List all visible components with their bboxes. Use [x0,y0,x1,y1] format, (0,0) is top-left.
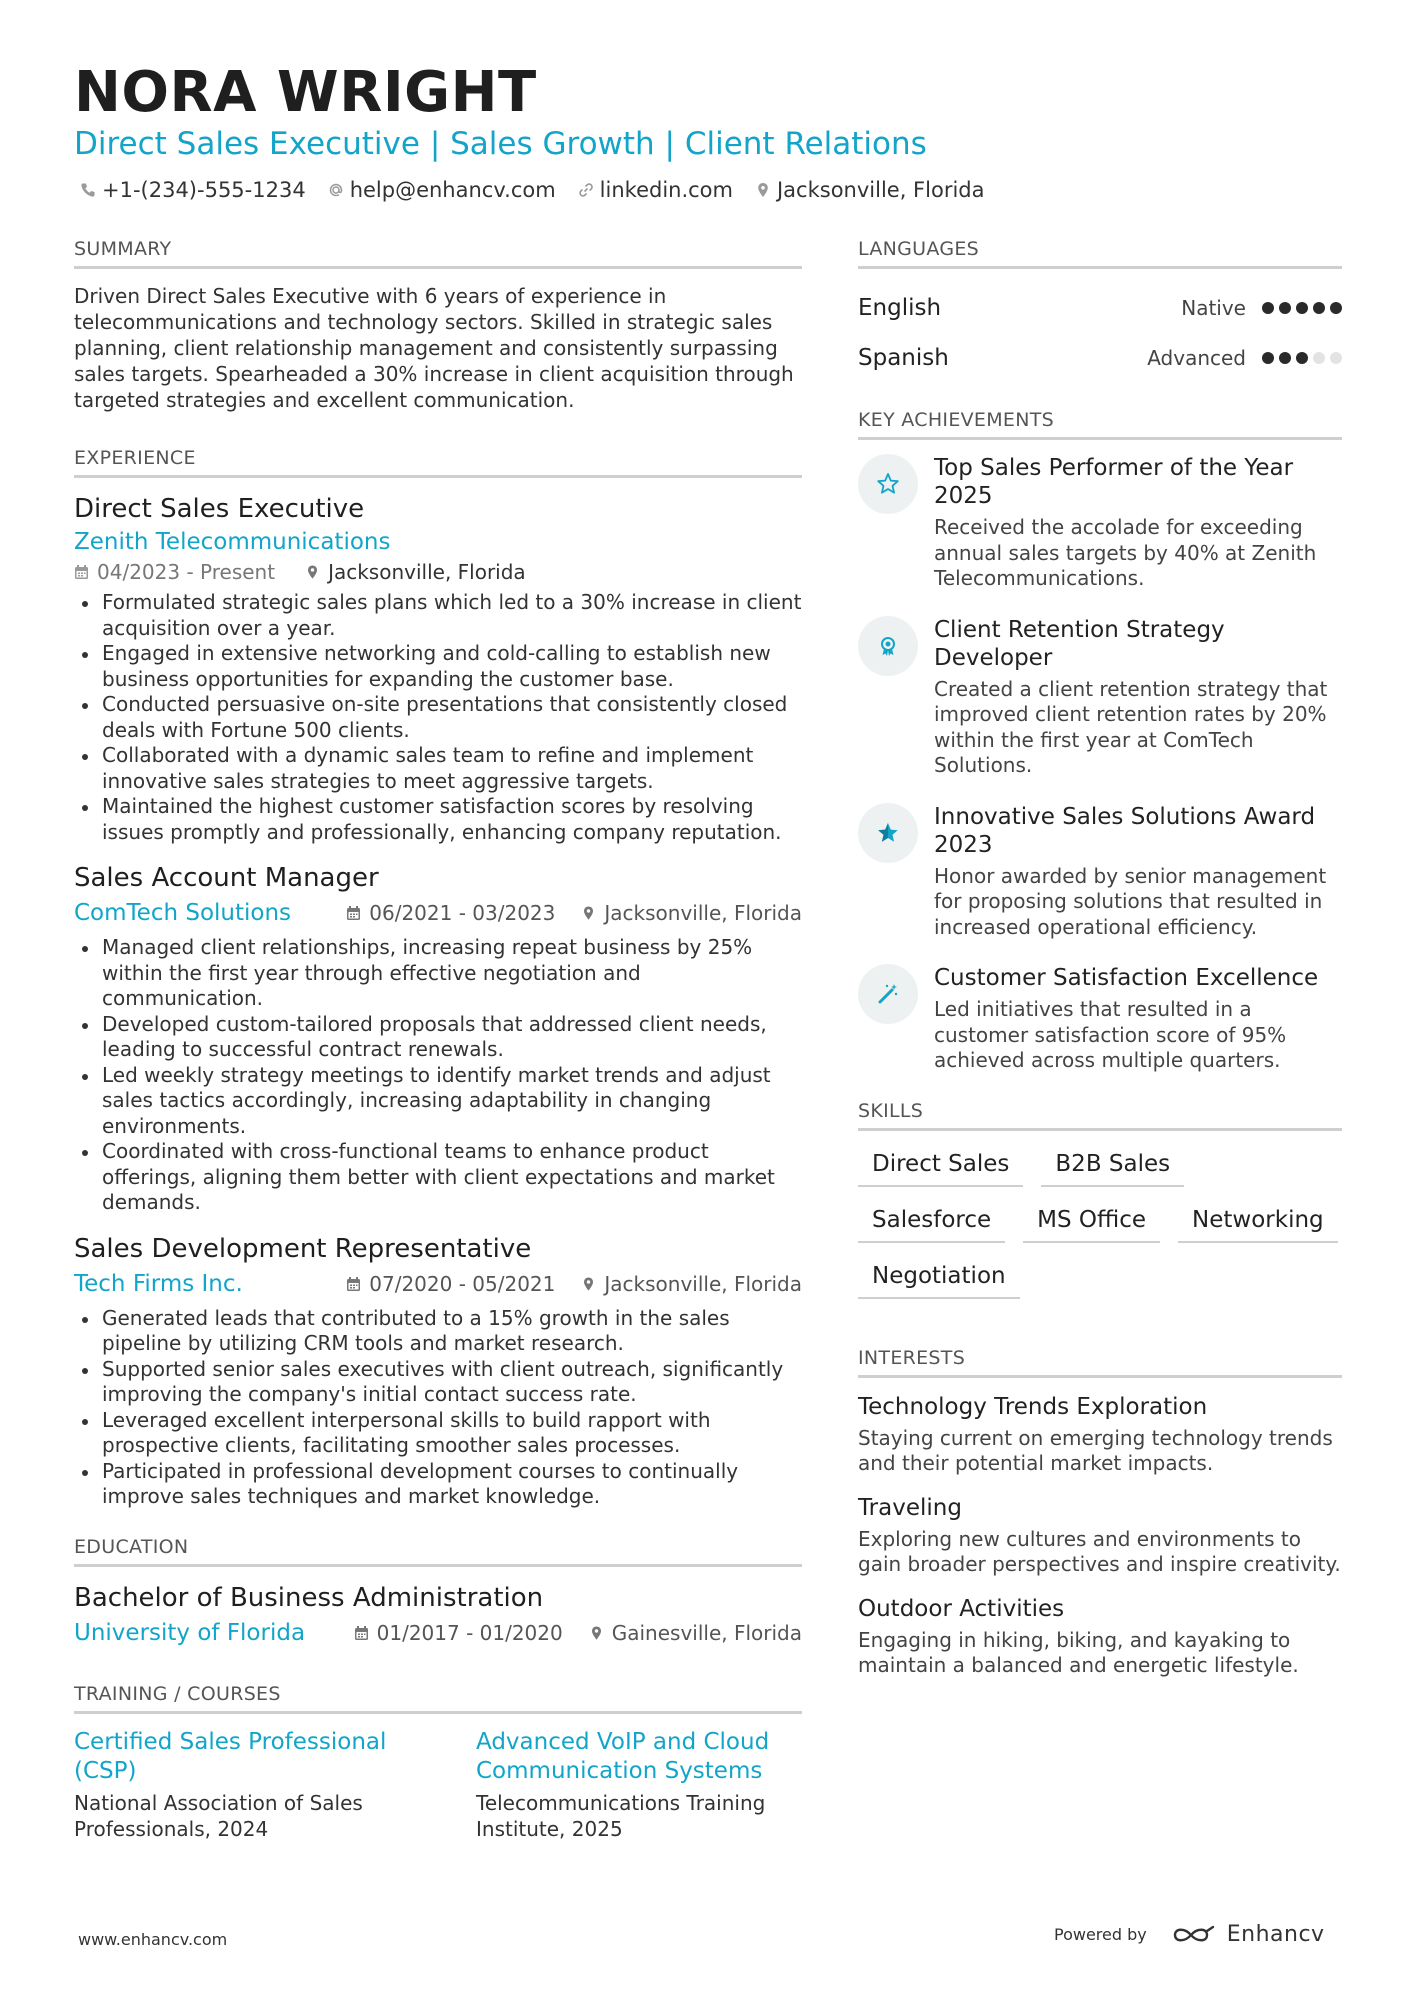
interest-item [858,1392,1342,1477]
brand-name: Enhancv [1226,1922,1325,1947]
achievement-item [858,454,1342,592]
star-badge-icon [875,820,901,846]
job-dates [346,1272,555,1296]
job-bullet: Managed client relationships, increasing repeat business by 25% within the first year through effective negotiation and communication. [74,935,802,1012]
course-list [74,1728,802,1842]
link-icon [578,182,594,198]
contact-email-text: help@enhancv.com [349,178,556,202]
interest-title: Technology Trends Exploration [858,1393,1208,1420]
job-meta [74,1268,802,1300]
summary-text: Driven Direct Sales Executive with 6 years of experience in telecommunications and technology sectors. Skilled in strategic sales planning, client relationship management and consistently surpassing sales targets. Spearheaded a 30% increase in client acquisition through targeted strategies and excellent communication. [74,284,794,412]
job-entry [74,861,802,1216]
location-icon [755,182,771,198]
achievement-item [858,964,1342,1074]
rating-dot-filled [1330,302,1342,314]
skill-tag: MS Office [1023,1201,1160,1243]
rating-dot-filled [1279,302,1291,314]
languages-heading: LANGUAGES [858,238,1342,269]
achievement-body [934,454,1342,592]
job-bullet: Maintained the highest customer satisfaction scores by resolving issues promptly and professionally, enhancing company reputation. [74,794,802,845]
language-item [858,333,1342,383]
contact-location [755,178,985,202]
achievement-body [934,803,1342,941]
at-icon [328,182,344,198]
candidate-headline: Direct Sales Executive | Sales Growth | Client Relations [74,126,927,162]
job-bullet: Engaged in extensive networking and cold-calling to establish new business opportunities for expanding the customer base. [74,641,802,692]
job-meta-right [346,1272,802,1296]
job-bullet: Formulated strategic sales plans which led to a 30% increase in client acquisition over a year. [74,590,802,641]
footer-branding [1054,1922,1325,1947]
candidate-name: NORA WRIGHT [74,60,537,125]
training-heading: TRAINING / COURSES [74,1683,802,1714]
location-icon [589,1625,604,1641]
training-section [74,1683,802,1842]
interest-desc: Exploring new cultures and environments to gain broader perspectives and inspire creativity. [858,1526,1341,1576]
job-dates-text: 06/2021 - 03/2023 [369,901,556,925]
contact-phone[interactable] [80,178,306,202]
job-bullet: Supported senior sales executives with client outreach, significantly improving the company's initial contact success rate. [74,1357,802,1408]
rating-dot-filled [1262,352,1274,364]
job-location-text: Jacksonville, Florida [604,1271,802,1296]
job-bullet: Collaborated with a dynamic sales team to refine and implement innovative sales strategies to meet aggressive targets. [74,743,802,794]
job-meta [74,560,802,584]
job-meta-right [346,901,802,925]
calendar-icon [354,1625,369,1641]
education-location [589,1621,802,1645]
left-column [74,238,802,1876]
job-bullet: Conducted persuasive on-site presentations that consistently closed deals with Fortune 500 clients. [74,692,802,743]
job-bullet: Led weekly strategy meetings to identify market trends and adjust sales tactics accordingly, increasing adaptability in changing environments. [74,1063,802,1140]
job-title: Direct Sales Executive [74,494,365,524]
course-title: Certified Sales Professional (CSP) [74,1728,387,1784]
powered-by-label: Powered by [1054,1925,1147,1944]
magic-wand-icon [875,981,901,1007]
job-title: Sales Account Manager [74,863,379,893]
interest-desc: Staying current on emerging technology trends and their potential market impacts. [858,1425,1333,1475]
course-org: Telecommunications Training Institute, 2025 [476,1790,766,1841]
education-dates [354,1621,563,1645]
contact-linkedin[interactable] [578,178,733,202]
contact-location-text: Jacksonville, Florida [776,178,985,202]
phone-icon [80,182,96,198]
interest-item [858,1493,1342,1578]
job-bullets [74,1306,802,1510]
education-meta-right [354,1621,802,1645]
achievement-icon-badge [858,964,918,1024]
education-section [74,1536,802,1649]
interests-section [858,1347,1342,1679]
skill-tag: Direct Sales [858,1145,1023,1187]
achievement-body [934,964,1342,1074]
job-entry [74,1232,802,1510]
job-entry [74,492,802,845]
job-company: Zenith Telecommunications [74,529,391,555]
interest-title: Traveling [858,1494,962,1521]
rating-dot-filled [1296,302,1308,314]
language-proficiency [1181,296,1342,320]
achievement-body [934,616,1342,779]
brand-logo[interactable] [1171,1922,1325,1947]
achievement-icon-badge [858,803,918,863]
education-heading: EDUCATION [74,1536,802,1567]
achievement-desc: Received the accolade for exceeding annual sales targets by 40% at Zenith Telecommunications. [934,515,1317,590]
job-location-text: Jacksonville, Florida [328,560,526,584]
job-dates-text: 07/2020 - 05/2021 [369,1271,556,1296]
language-level: Native [1181,296,1246,320]
job-location [305,560,526,584]
language-item [858,283,1342,333]
job-bullet: Participated in professional development courses to continually improve sales techniques and market knowledge. [74,1459,802,1510]
job-bullet: Developed custom-tailored proposals that addressed client needs, leading to successful contract renewals. [74,1012,802,1063]
achievement-title: Customer Satisfaction Excellence [934,965,1319,991]
job-bullet: Coordinated with cross-functional teams to enhance product offerings, aligning them better with client expectations and market demands. [74,1139,802,1216]
skill-list [858,1145,1342,1299]
rating-dot-filled [1296,352,1308,364]
languages-section [858,238,1342,383]
rating-dot-filled [1262,302,1274,314]
contact-phone-text: +1-(234)-555-1234 [102,178,306,202]
rating-dot-filled [1279,352,1291,364]
contact-email[interactable] [328,178,556,202]
achievement-title: Top Sales Performer of the Year 2025 [934,455,1294,509]
rating-dot-filled [1313,302,1325,314]
skill-tag: Salesforce [858,1201,1005,1243]
job-location [581,901,802,925]
achievement-desc: Led initiatives that resulted in a customer satisfaction score of 95% achieved across multiple quarters. [934,997,1287,1072]
skill-tag: Negotiation [858,1257,1020,1299]
job-bullets [74,590,802,845]
achievement-item [858,616,1342,779]
skill-tag: Networking [1178,1201,1338,1243]
footer-website[interactable]: www.enhancv.com [78,1930,228,1949]
job-location [581,1272,802,1296]
job-company: Tech Firms Inc. [74,1270,243,1297]
calendar-icon [74,564,89,580]
experience-heading: EXPERIENCE [74,447,802,478]
language-proficiency [1147,346,1342,370]
skills-section [858,1100,1342,1299]
location-icon [305,564,320,580]
enhancv-logo-icon [1171,1923,1217,1947]
achievement-title: Client Retention Strategy Developer [934,616,1225,671]
rating-dot-empty [1313,352,1325,364]
skills-heading: SKILLS [858,1100,1342,1131]
language-name: English [858,295,942,321]
job-dates-text: 04/2023 - Present [97,560,276,584]
contact-linkedin-text: linkedin.com [599,178,733,202]
education-location-text: Gainesville, Florida [611,1620,802,1645]
language-name: Spanish [858,345,949,371]
job-location-text: Jacksonville, Florida [604,901,802,925]
language-rating [1262,302,1342,314]
job-bullet: Leveraged excellent interpersonal skills to build rapport with prospective clients, facilitating smoother sales processes. [74,1408,802,1459]
summary-section [74,238,802,413]
calendar-icon [346,1276,361,1292]
education-degree: Bachelor of Business Administration [74,1582,544,1613]
course-title: Advanced VoIP and Cloud Communication Systems [476,1728,770,1784]
rating-dot-empty [1330,352,1342,364]
achievement-title: Innovative Sales Solutions Award 2023 [934,803,1316,858]
contact-bar [80,178,984,202]
achievements-section [858,409,1342,1074]
job-bullets [74,935,802,1216]
achievement-item [858,803,1342,941]
course-org: National Association of Sales Professionals, 2024 [74,1790,363,1841]
achievement-icon-badge [858,616,918,676]
education-school: University of Florida [74,1619,306,1646]
job-dates [346,901,555,925]
course-item [476,1728,802,1842]
achievements-heading: KEY ACHIEVEMENTS [858,409,1342,440]
education-meta [74,1617,802,1649]
achievement-desc: Honor awarded by senior management for proposing solutions that resulted in increased operational efficiency. [934,863,1327,939]
language-level: Advanced [1147,346,1246,370]
interests-heading: INTERESTS [858,1347,1342,1378]
job-dates [74,560,275,584]
experience-section [74,447,802,1510]
job-bullet: Generated leads that contributed to a 15% growth in the sales pipeline by utilizing CRM tools and market research. [74,1306,802,1357]
skill-tag: B2B Sales [1041,1145,1184,1187]
calendar-icon [346,905,361,921]
right-column [858,238,1342,1713]
job-meta [74,897,802,929]
summary-heading: SUMMARY [74,238,802,269]
language-rating [1262,352,1342,364]
interest-item [858,1594,1342,1679]
location-icon [581,1276,596,1292]
location-icon [581,905,596,921]
star-icon [875,471,901,497]
achievement-icon-badge [858,454,918,514]
interest-desc: Engaging in hiking, biking, and kayaking to maintain a balanced and energetic lifestyle. [858,1627,1299,1677]
course-item [74,1728,400,1842]
education-dates-text: 01/2017 - 01/2020 [376,1620,563,1645]
achievement-desc: Created a client retention strategy that improved client retention rates by 20% within the first year at ComTech Solutions. [934,676,1328,777]
job-company: ComTech Solutions [74,900,292,926]
job-title: Sales Development Representative [74,1233,532,1264]
interest-title: Outdoor Activities [858,1595,1065,1622]
award-icon [875,633,901,659]
